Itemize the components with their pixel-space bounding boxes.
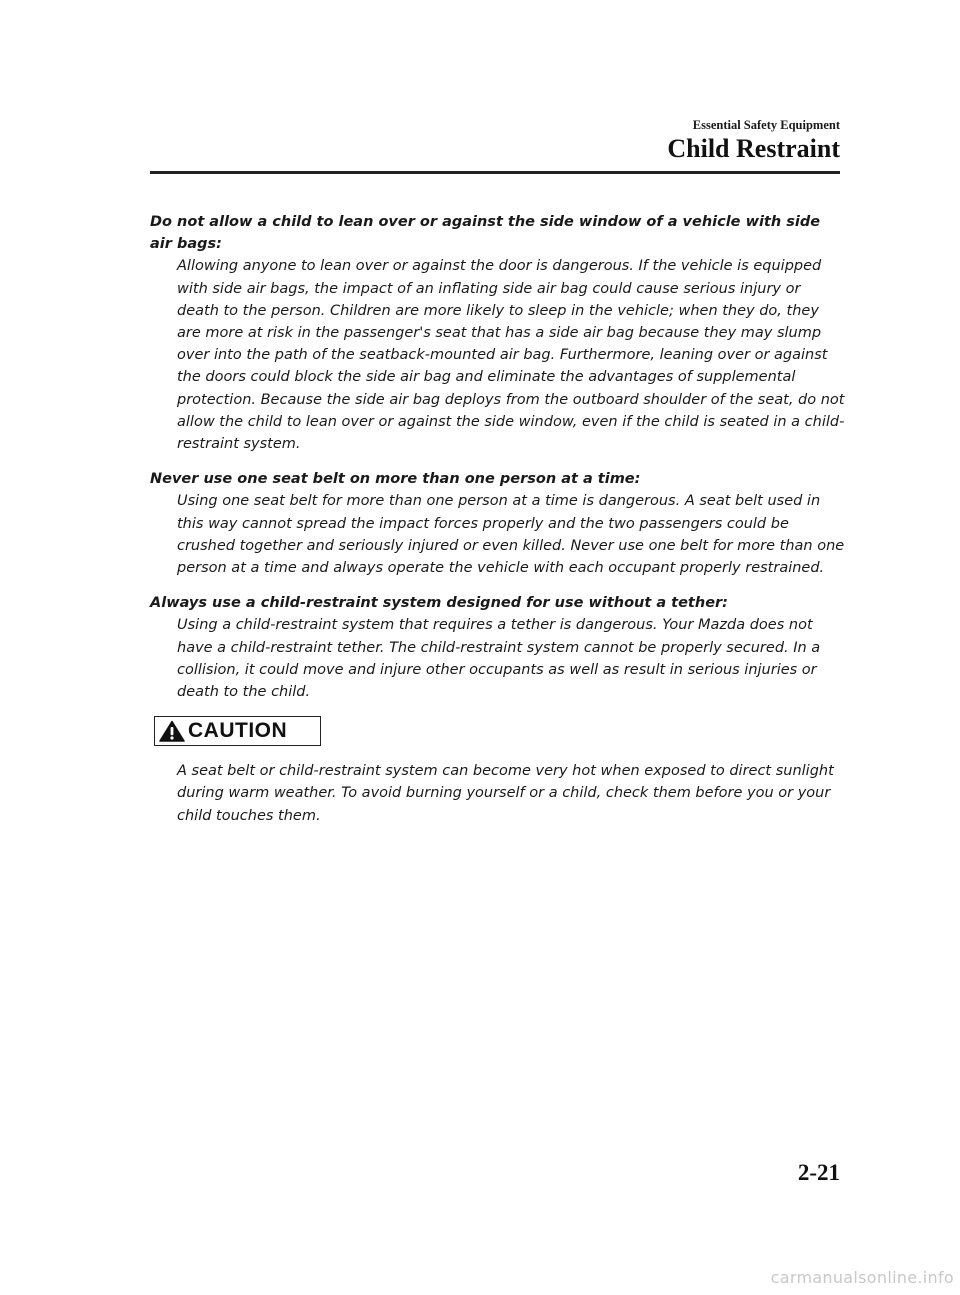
warning-triangle-icon — [159, 720, 185, 742]
caution-heading — [154, 716, 321, 746]
warning-title: Do not allow a child to lean over or against the side window of a vehicle with side air bags: — [150, 214, 821, 253]
main-content — [150, 211, 845, 827]
warning-body: Allowing anyone to lean over or against the door is dangerous. If the vehicle is equipped with side air bags, the impact of an inflating side air bag could cause serious injury or death to the person. Children are more likely to sleep in the vehicle; when they do, they are more at risk in the passenger's seat that has a side air bag because they may slump over into the path of the seatback-mounted air bag. Furthermore, leaning over or against the doors could block the side air bag and eliminate the advantages of supplemental protection. Because the side air bag deploys from the outboard shoulder of the seat, do not allow the child to lean over or against the side window, even if the child is seated in a child-restraint system. — [177, 258, 845, 453]
warning-body: Using a child-restraint system that requires a tether is dangerous. Your Mazda does not have a child-restraint tether. The child-restraint system cannot be properly secured. In a collision, it could move and injure other occupants as well as result in serious injuries or death to the child. — [177, 617, 821, 701]
warning-item — [150, 211, 845, 455]
warning-item — [150, 468, 845, 579]
header-divider — [150, 171, 840, 174]
warning-body: Using one seat belt for more than one person at a time is dangerous. A seat belt used in this way cannot spread the impact forces properly and the two passengers could be crushed together and seriously injured or even killed. Never use one belt for more than one person at a time and always operate the vehicle with each occupant properly restrained. — [177, 493, 845, 577]
caution-label: CAUTION — [188, 719, 288, 743]
caution-body: A seat belt or child-restraint system can become very hot when exposed to direct sunlight during warm weather. To avoid burning yourself or a child, check them before you or your child touches them. — [177, 763, 834, 824]
site-watermark: carmanualsonline.info — [770, 1268, 954, 1287]
page-title: Child Restraint — [667, 134, 840, 163]
page-number: 2-21 — [797, 1160, 840, 1185]
warning-item — [150, 592, 845, 703]
warning-title: Always use a child-restraint system designed for use without a tether: — [150, 595, 728, 612]
warning-title: Never use one seat belt on more than one person at a time: — [150, 471, 641, 488]
section-label: Essential Safety Equipment — [692, 118, 840, 132]
